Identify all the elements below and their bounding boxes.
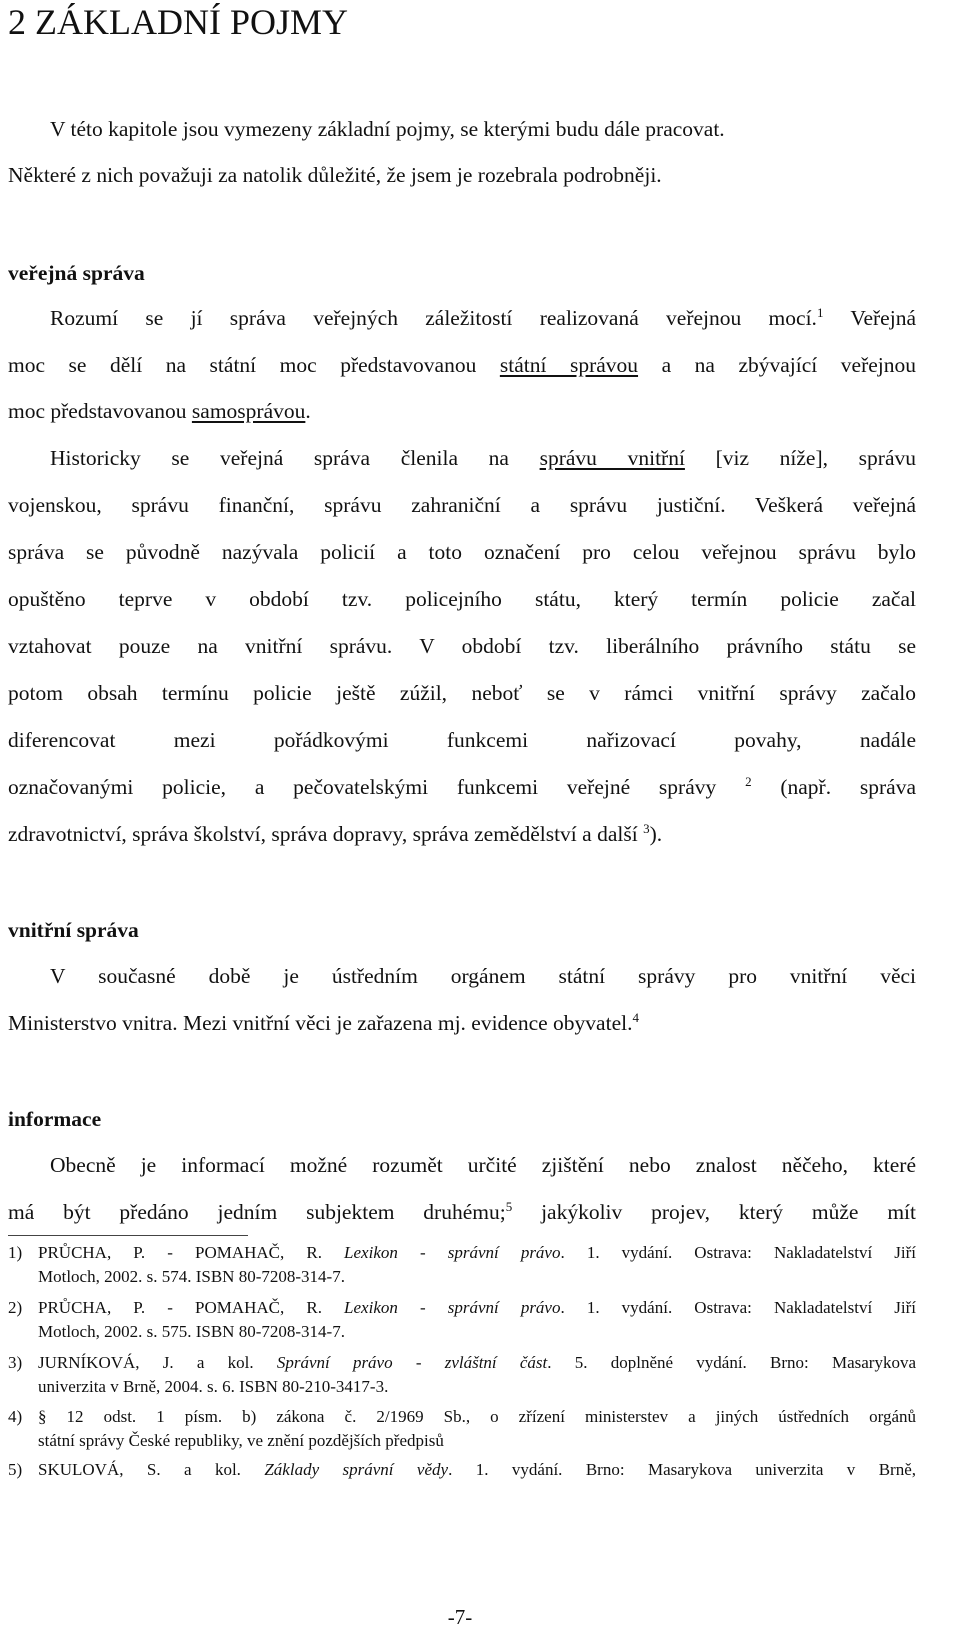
vs-line-7: opuštěno teprve v období tzv. policejního státu, který termín policie začal (8, 587, 916, 611)
vs-line-10: diferencovat mezi pořádkovými funkcemi nařizovací povahy, nadále (8, 728, 916, 752)
vs-line-5: vojenskou, správu finanční, správu zahraniční a správu justiční. Veškerá veřejná (8, 493, 916, 517)
vs-line-6: správa se původně nazývala policií a toto označení pro celou veřejnou správu bylo (8, 540, 916, 564)
footnote-separator (8, 1235, 248, 1236)
vn-line-1: V současné době je ústředním orgánem státní správy pro vnitřní věci (50, 964, 916, 988)
page-number: -7- (447, 1605, 473, 1629)
vn-line-2: Ministerstvo vnitra. Mezi vnitřní věci je zařazena mj. evidence obyvatel.$^4$ (8, 1009, 639, 1035)
footnote-4-cont: státní správy České republiky, ve znění pozdějších předpisů (38, 1431, 444, 1450)
vs-line-11: označovanými policie, a pečovatelskými funkcemi veřejné správy $^2$ (např. správa (8, 773, 916, 799)
footnote-2-cont: Motloch, 2002. s. 575. ISBN 80-7208-314-7. (38, 1322, 345, 1341)
footnote-ref-5: 5 (505, 1198, 513, 1214)
footnote-ref-2: 2 (745, 773, 752, 789)
vs-line-9: potom obsah termínu policie ještě zúžil, neboť se v rámci vnitřní správy začalo (8, 681, 916, 705)
link-statni-sprava[interactable]: státní správou (499, 353, 639, 377)
heading-vnitrni-sprava: vnitřní správa (8, 918, 139, 942)
footnote-ref-4: 4 (632, 1009, 639, 1025)
link-samosprava[interactable]: samosprávou (191, 399, 306, 423)
vs-line-3: moc představovanou samosprávou. (8, 399, 311, 423)
intro-line-1: V této kapitole jsou vymezeny základní pojmy, se kterými budu dále pracovat. (50, 117, 725, 141)
vs-line-12: zdravotnictví, správa školství, správa dopravy, správa zemědělství a další $^3$). (8, 820, 663, 846)
inf-line-1: Obecně je informací možné rozumět určité zjištění nebo znalost něčeho, které (50, 1153, 916, 1177)
vs-line-4: Historicky se veřejná správa členila na správu vnitřní [viz níže], správu (50, 446, 916, 470)
chapter-title: 2 ZÁKLADNÍ POJMY (8, 2, 348, 42)
link-sprava-vnitrni[interactable]: správu vnitřní (539, 446, 685, 470)
heading-informace: informace (8, 1107, 102, 1131)
vs-line-8: vztahovat pouze na vnitřní správu. V období tzv. liberálního právního státu se (8, 634, 916, 658)
footnote-1-cont: Motloch, 2002. s. 574. ISBN 80-7208-314-7. (38, 1267, 345, 1286)
intro-line-2: Některé z nich považuji za natolik důležité, že jsem je rozebrala podrobněji. (8, 163, 662, 187)
vs-line-2: moc se dělí na státní moc představovanou státní správou a na zbývající veřejnou (8, 353, 916, 377)
heading-verejna-sprava: veřejná správa (8, 261, 145, 285)
footnote-ref-3: 3 (643, 820, 650, 836)
footnote-3-cont: univerzita v Brně, 2004. s. 6. ISBN 80-210-3417-3. (38, 1377, 389, 1396)
footnote-ref-1: 1 (816, 304, 824, 320)
vs-line-1: Rozumí se jí správa veřejných záležitostí realizovaná veřejnou mocí.$^1$ Veřejná (50, 304, 916, 330)
inf-line-2: má být předáno jedním subjektem druhému;$^5$ jakýkoliv projev, který může mít (8, 1198, 916, 1224)
